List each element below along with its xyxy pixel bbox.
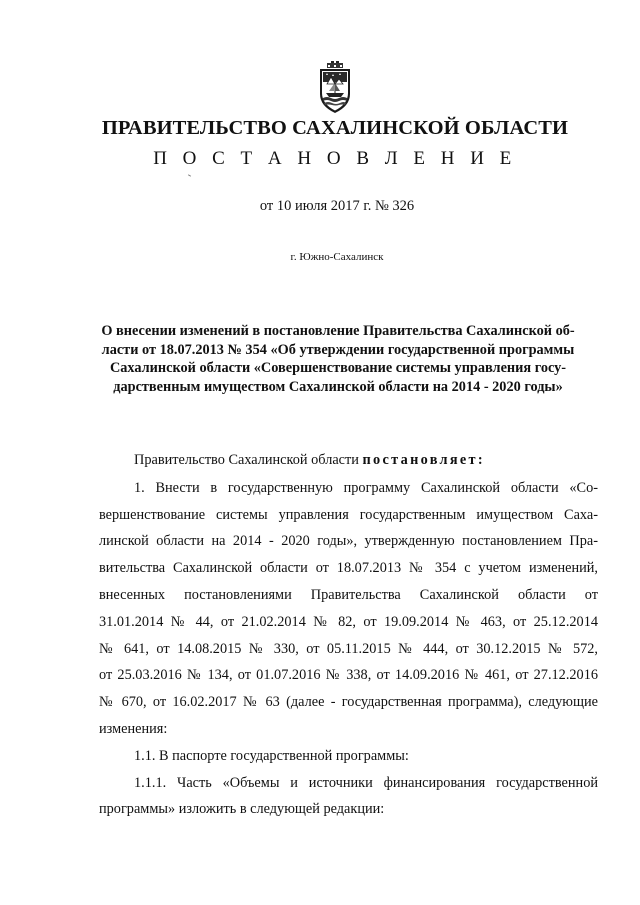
item-1-line: от 25.03.2016 № 134, от 01.07.2016 № 338, от 14.09.2016 № 461, от 27.12.2016: [99, 667, 598, 684]
heading-line: Сахалинской области «Совершенствование системы управления госу-: [109, 360, 567, 376]
government-title: ПРАВИТЕЛЬСТВО САХАЛИНСКОЙ ОБЛАСТИ: [101, 117, 569, 139]
item-1-line: 31.01.2014 № 44, от 21.02.2014 № 82, от 19.09.2014 № 463, от 25.12.2014: [99, 613, 598, 630]
item-1-1-line: 1.1. В паспорте государственной программы:: [134, 747, 409, 764]
heading-line: дарственным имуществом Сахалинской области на 2014 - 2020 годы»: [113, 378, 563, 395]
item-1-line: № 641, от 14.08.2015 № 330, от 05.11.2015 № 444, от 30.12.2015 № 572,: [99, 640, 598, 657]
item-1-1-1-line: программы» изложить в следующей редакции:: [99, 801, 385, 818]
scan-speck: [188, 174, 191, 176]
document-body: [99, 447, 598, 823]
heading-line: О внесении изменений в постановление Правительства Сахалинской об-: [101, 323, 575, 339]
document-kind: П О С Т А Н О В Л Е Н И Е: [153, 148, 517, 169]
heading-line: ласти от 18.07.2013 № 354 «Об утверждении государственной программы: [101, 341, 575, 358]
item-1-line: 1. Внести в государственную программу Сахалинской области «Со-: [134, 479, 598, 496]
item-1-paragraph: [99, 475, 598, 743]
intro-text: Правительство Сахалинской области: [134, 452, 363, 468]
item-1-line: вительства Сахалинской области от 18.07.2013 № 354 с учетом изменений,: [99, 560, 598, 577]
item-1-1-1-line: 1.1.1. Часть «Объемы и источники финансирования государственной: [134, 774, 598, 791]
item-1-1-paragraph: [99, 743, 598, 770]
intro-paragraph: [99, 447, 598, 474]
item-1-line: внесенных постановлениями Правительства Сахалинской области от: [99, 586, 598, 603]
intro-keyword: постановляет:: [362, 452, 485, 468]
item-1-line: № 670, от 16.02.2017 № 63 (далее - государственная программа), следующие: [99, 694, 598, 711]
item-1-line: линской области на 2014 - 2020 годы», утвержденную постановлением Пра-: [99, 533, 598, 550]
sakhalin-coat-of-arms-icon: [318, 60, 352, 114]
item-1-line: вершенствование системы управления государственным имуществом Саха-: [99, 506, 598, 523]
item-1-line: изменения:: [99, 720, 168, 737]
document-city: г. Южно-Сахалинск: [290, 251, 384, 263]
document-heading: [98, 322, 578, 396]
document-date-number: от 10 июля 2017 г. № 326: [259, 198, 415, 214]
item-1-1-1-paragraph: [99, 770, 598, 824]
